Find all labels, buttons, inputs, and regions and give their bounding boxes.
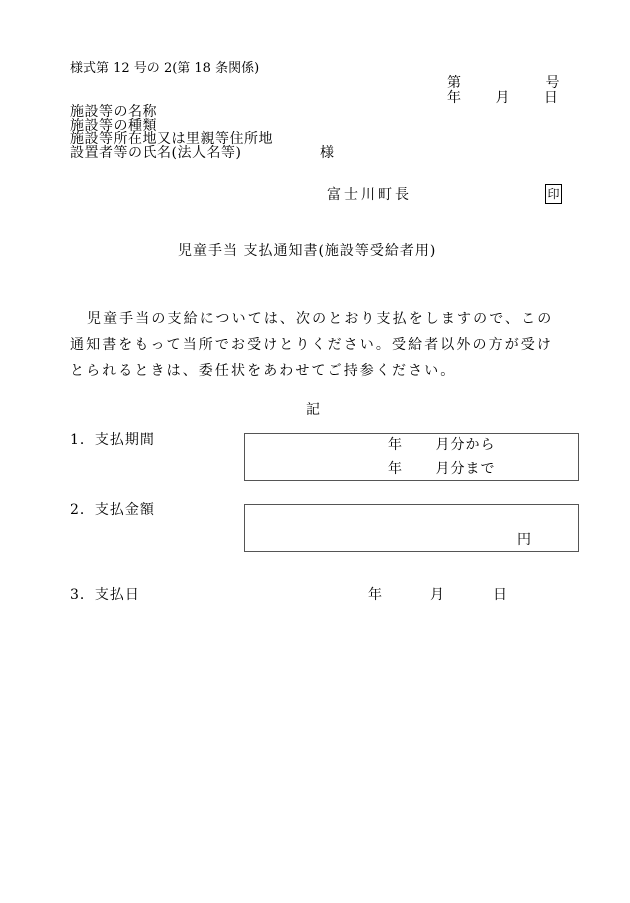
item-payment-date-label: 3．支払日 bbox=[70, 587, 140, 603]
document-date bbox=[447, 91, 558, 105]
payment-period-box bbox=[244, 433, 579, 481]
issuer-name: 富士川町長 bbox=[327, 187, 412, 203]
facility-type-label: 施設等の種類 bbox=[70, 118, 157, 134]
doc-date-year: 年 bbox=[447, 90, 461, 106]
facility-name-label: 施設等の名称 bbox=[70, 104, 157, 120]
period-to bbox=[388, 462, 495, 476]
period-from bbox=[388, 438, 495, 452]
doc-number-go: 号 bbox=[545, 75, 560, 91]
body-text: 児童手当の支給については、次のとおり支払をしますので、この通知書をもって当所でお受けとりください。受給者以外の方が受けとられるときは、委任状をあわせてご持参ください。 bbox=[70, 311, 554, 379]
doc-date-month: 月 bbox=[495, 90, 510, 106]
doc-date-day: 日 bbox=[543, 90, 558, 106]
honorific: 様 bbox=[320, 145, 334, 161]
payment-date-year: 年 bbox=[368, 587, 382, 603]
founder-name-label: 設置者等の氏名(法人名等) bbox=[70, 145, 242, 161]
payment-date-month: 月 bbox=[430, 587, 444, 603]
ki-label: 記 bbox=[306, 402, 320, 418]
form-number: 様式第 12 号の 2(第 18 条関係) bbox=[70, 61, 260, 76]
document-number bbox=[447, 76, 559, 90]
facility-address-label: 施設等所在地又は里親等住所地 bbox=[70, 131, 273, 147]
payment-date-day: 日 bbox=[493, 587, 507, 603]
period-to-year: 年 bbox=[388, 461, 403, 477]
doc-number-dai: 第 bbox=[447, 75, 461, 91]
document-title: 児童手当 支払通知書(施設等受給者用) bbox=[178, 243, 437, 259]
amount-unit: 円 bbox=[517, 532, 532, 548]
item-payment-period-label: 1．支払期間 bbox=[70, 432, 155, 448]
period-from-year: 年 bbox=[388, 437, 403, 453]
seal-mark: 印 bbox=[545, 184, 562, 204]
period-to-text: 月分まで bbox=[435, 461, 496, 477]
payment-amount-box bbox=[244, 504, 579, 552]
item-payment-amount-label: 2．支払金額 bbox=[70, 502, 155, 518]
period-from-text: 月分から bbox=[435, 437, 496, 453]
